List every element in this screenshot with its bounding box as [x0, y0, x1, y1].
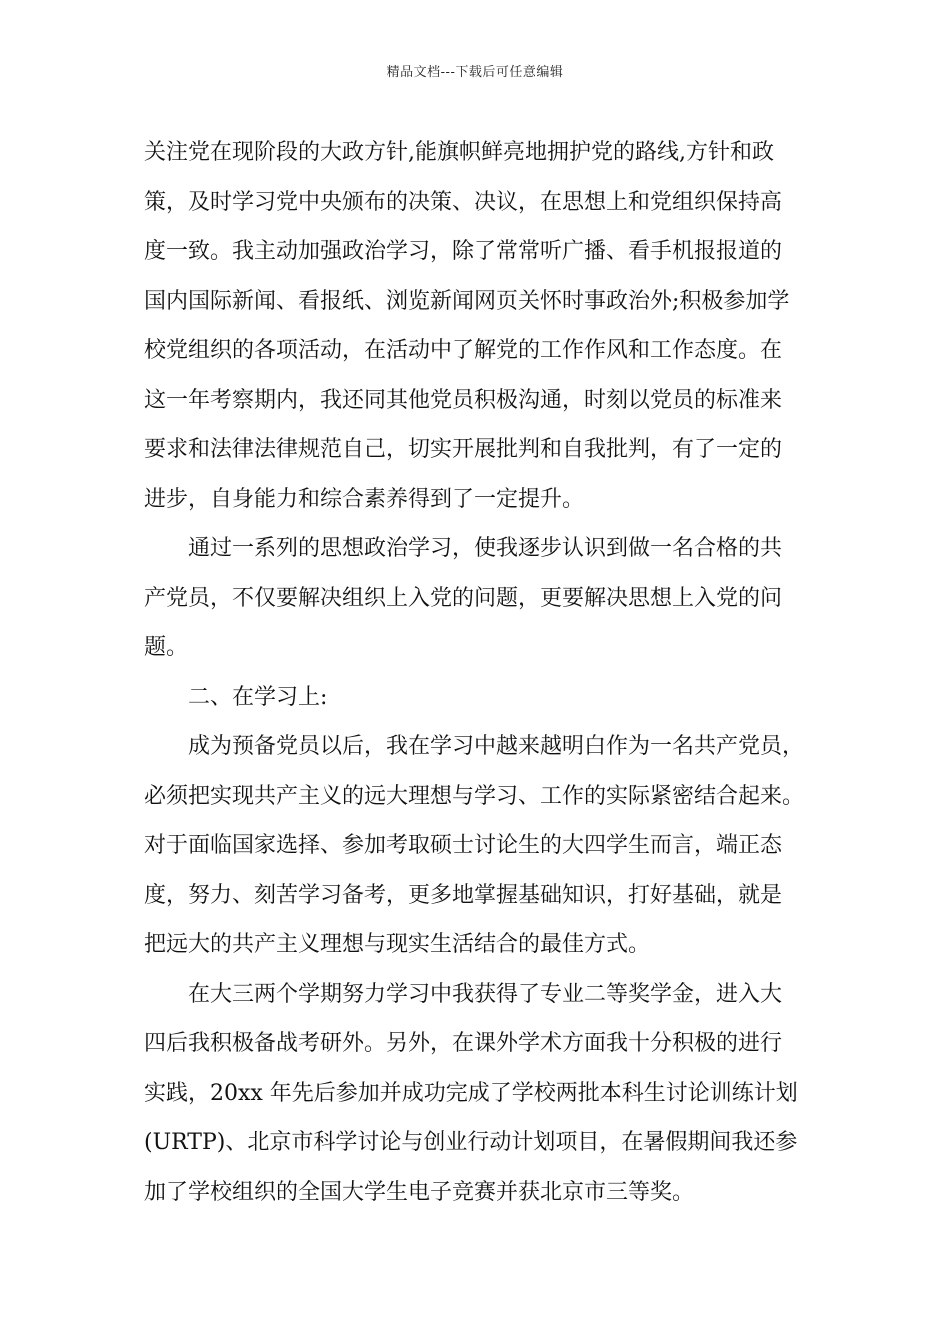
text-line: 度，努力、刻苦学习备考，更多地掌握基础知识，打好基础，就是: [144, 882, 783, 908]
text-line: 四后我积极备战考研外。另外，在课外学术方面我十分积极的进行: [144, 1031, 783, 1056]
text-line: 对于面临国家选择、参加考取硕士讨论生的大四学生而言，端正态: [144, 833, 783, 858]
page-header: 精品文档---下载后可任意编辑: [386, 65, 564, 80]
text-line: 要求和法律法律规范自己，切实开展批判和自我批判，有了一定的: [144, 437, 783, 462]
text-line: 这一年考察期内，我还同其他党员积极沟通，时刻以党员的标准来: [144, 387, 783, 413]
text-line: 实践，20xx 年先后参加并成功完成了学校两批本科生讨论训练计划: [144, 1080, 798, 1106]
text-line: 成为预备党员以后，我在学习中越来越明白作为一名共产党员，: [188, 734, 805, 759]
text-line: (URTP)、北京市科学讨论与创业行动计划项目，在暑假期间我还参: [144, 1130, 798, 1155]
text-line: 把远大的共产主义理想与现实生活结合的最佳方式。: [144, 932, 651, 957]
text-line: 必须把实现共产主义的远大理想与学习、工作的实际紧密结合起来。: [144, 783, 805, 809]
text-line: 校党组织的各项活动，在活动中了解党的工作作风和工作态度。在: [144, 338, 783, 363]
text-line: 通过一系列的思想政治学习，使我逐步认识到做一名合格的共: [188, 536, 783, 561]
text-line: 题。: [144, 635, 189, 660]
text-line: 策，及时学习党中央颁布的决策、决议，在思想上和党组织保持高: [144, 189, 783, 215]
text-line: 国内国际新闻、看报纸、浏览新闻网页关怀时事政治外;积极参加学: [144, 288, 790, 314]
text-line: 加了学校组织的全国大学生电子竞赛并获北京市三等奖。: [144, 1179, 695, 1205]
document-body: [144, 128, 808, 1217]
text-line: 度一致。我主动加强政治学习，除了常常听广播、看手机报报道的: [144, 239, 783, 264]
text-line: 在大三两个学期努力学习中我获得了专业二等奖学金，进入大: [188, 981, 783, 1007]
text-line: 产党员，不仅要解决组织上入党的问题，更要解决思想上入党的问: [144, 585, 783, 611]
text-line: 进步，自身能力和综合素养得到了一定提升。: [144, 486, 585, 512]
text-line: 关注党在现阶段的大政方针,能旗帜鲜亮地拥护党的路线,方针和政: [144, 140, 774, 165]
section-heading: 二、在学习上:: [188, 684, 328, 710]
